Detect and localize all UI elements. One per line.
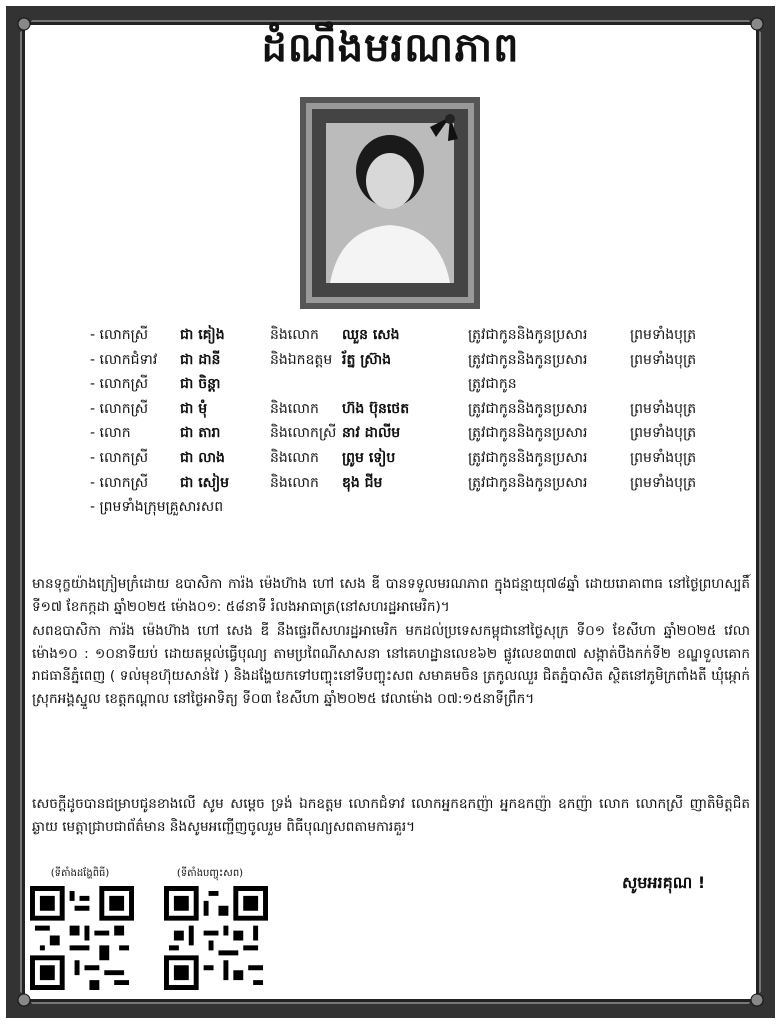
- family-relation: ត្រូវជាកូននិងកូនប្រសារ: [468, 449, 588, 466]
- family-row: [90, 421, 730, 446]
- family-list: [90, 323, 730, 520]
- family-name: ជា សៀម: [180, 474, 230, 491]
- family-extra: ព្រមទាំងបុត្រ: [630, 425, 697, 442]
- family-conjunction: និងលោក: [270, 327, 319, 343]
- thank-you-text: សូមអរគុណ !: [622, 873, 706, 892]
- family-extra: ព្រមទាំងបុត្រ: [630, 474, 697, 491]
- family-conjunction: និងលោក: [270, 449, 319, 466]
- family-spouse: នាវ ដាលីម: [342, 425, 401, 442]
- family-conjunction: និងលោក: [270, 474, 319, 491]
- family-title: - ព្រមទាំងក្រុមគ្រួសារសព: [90, 499, 224, 516]
- qr-label-burial: (ទីតាំងបញ្ចុះសព): [176, 868, 244, 879]
- family-title: - លោកស្រី: [90, 474, 149, 491]
- family-row: [90, 372, 730, 397]
- family-name: ជា តារា: [180, 425, 221, 442]
- family-title: - លោក: [90, 425, 131, 442]
- qr-label-ceremony: (ទីតាំងដង្ហែពិធី): [50, 868, 110, 879]
- family-row: [90, 397, 730, 422]
- family-relation: ត្រូវជាកូននិងកូនប្រសារ: [468, 474, 588, 491]
- family-spouse: ព្រូម ទៀប: [342, 449, 396, 466]
- family-relation: ត្រូវជាកូននិងកូនប្រសារ: [468, 400, 588, 417]
- family-title: - លោកស្រី: [90, 376, 149, 393]
- family-extra: ព្រមទាំងបុត្រ: [630, 400, 697, 417]
- family-title: - លោកស្រី: [90, 400, 149, 417]
- family-conjunction: និងលោកស្រី: [270, 425, 337, 442]
- corner-ornament-icon: [713, 956, 777, 1020]
- deceased-portrait: [300, 97, 480, 309]
- page-title: ដំណឹងមរណភាព: [261, 24, 520, 71]
- family-relation: ត្រូវជាកូននិងកូនប្រសារ: [468, 351, 588, 368]
- family-name: ជា ចិន្តា: [180, 376, 221, 393]
- family-row: [90, 495, 730, 520]
- family-spouse: ឈួន សេង: [342, 327, 400, 343]
- family-relation: ត្រូវជាកូននិងកូនប្រសារ: [468, 425, 588, 442]
- qr-code-burial[interactable]: [164, 886, 268, 990]
- invitation: សេចក្តីដូចបានជម្រាបជូនខាងលើ សូម សម្តេច ទ្រង់ ឯកឧត្តម លោកជំទាវ លោកអ្នកឧកញ៉ា អ្នកឧកញ៉ា ឧកញ៉ា លោក លោកស្រី ញាតិមិត្តជិតឆ្ងាយ មេត្តាជ្រាបជាព័ត៌មាន និងសូមអញ្ជើញចូលរួម ពិធីបុណ្យសពតាមការគួរ។: [32, 796, 750, 835]
- family-spouse: ឌុង ជីម: [342, 474, 383, 491]
- family-conjunction: និងលោក: [270, 400, 319, 417]
- family-extra: ព្រមទាំងបុត្រ: [630, 327, 697, 343]
- family-row: [90, 471, 730, 496]
- family-spouse: រ័ត្ន ស្រ៊ាង: [342, 351, 392, 368]
- family-row: [90, 446, 730, 471]
- qr-code-ceremony[interactable]: [30, 886, 134, 990]
- family-title: - លោកស្រី: [90, 327, 149, 343]
- family-name: ជា មុំ: [180, 400, 208, 417]
- family-extra: ព្រមទាំងបុត្រ: [630, 449, 697, 466]
- family-title: - លោកជំទាវ: [90, 351, 158, 368]
- family-relation: ត្រូវជាកូននិងកូនប្រសារ: [468, 327, 588, 343]
- family-title: - លោកស្រី: [90, 449, 149, 466]
- family-name: ជា លាង: [180, 449, 225, 466]
- family-row: [90, 348, 730, 373]
- funeral-details: សពឧបាសិកា ការ៉ង ម៉េងហ៊ាង ហៅ សេង ឌី នឹងផ្ទេរពីសហរដ្ឋអាមេរិក មកដល់ប្រទេសកម្ពុជានៅថ្ងៃសុក្រ ទី០១ ខែសីហា ឆ្នាំ២០២៥ វេលាម៉ោង១០ : ១០នាទីយប់ ដោយតម្កល់ធ្វើបុណ្យ តាមប្រពៃណីសាសនា នៅគេហដ្ឋានលេខ៦២ ផ្លូវលេខ៣៣៧ សង្កាត់បឹងកក់ទី២ ខណ្ឌទួលគោក រាជធានីភ្នំពេញ ( ទល់មុខហ៊ុយសាន់វៃ ) និងដង្ហែយកទៅបញ្ចុះនៅទីបញ្ចុះសព សមាគមចិន ត្រកូលឈួរ ជិតភ្នំបាសិត ស្ថិតនៅភូមិក្រពាំងតី ឃុំអ្កោក់ ស្រុកអង្គស្នួល ខេត្តកណ្តាល នៅថ្ងៃអាទិត្យ ទី០៣ ខែសីហា ឆ្នាំ២០២៥ វេលាម៉ោង ០៧:១៥នាទីព្រឹក។: [32, 623, 750, 707]
- family-spouse: ហ៊ង ប៊ុនថេត: [342, 400, 410, 417]
- family-name: ជា គៀង: [180, 327, 225, 343]
- family-row: [90, 323, 730, 348]
- death-announcement: មានទុក្ខយ៉ាងក្រៀមក្រំដោយ ឧបាសិកា ការ៉ង ម៉េងហ៊ាង ហៅ សេង ឌី បានទទួលមរណភាព ក្នុងជន្មាយុ៧៨ឆ្នាំ ដោយរោគាពាធ នៅថ្ងៃព្រហស្បតិ៍ ទី១៧ ខែកក្កដា ឆ្នាំ២០២៥ ម៉ោង០១: ៥៨នាទី រំលងអាធាត្រ(នៅសហរដ្ឋអាមេរិក)។: [32, 576, 750, 615]
- family-extra: ព្រមទាំងបុត្រ: [630, 351, 697, 368]
- family-name: ជា ដានី: [180, 351, 221, 368]
- family-relation: ត្រូវជាកូន: [468, 376, 517, 393]
- family-conjunction: និងឯកឧត្តម: [270, 351, 333, 368]
